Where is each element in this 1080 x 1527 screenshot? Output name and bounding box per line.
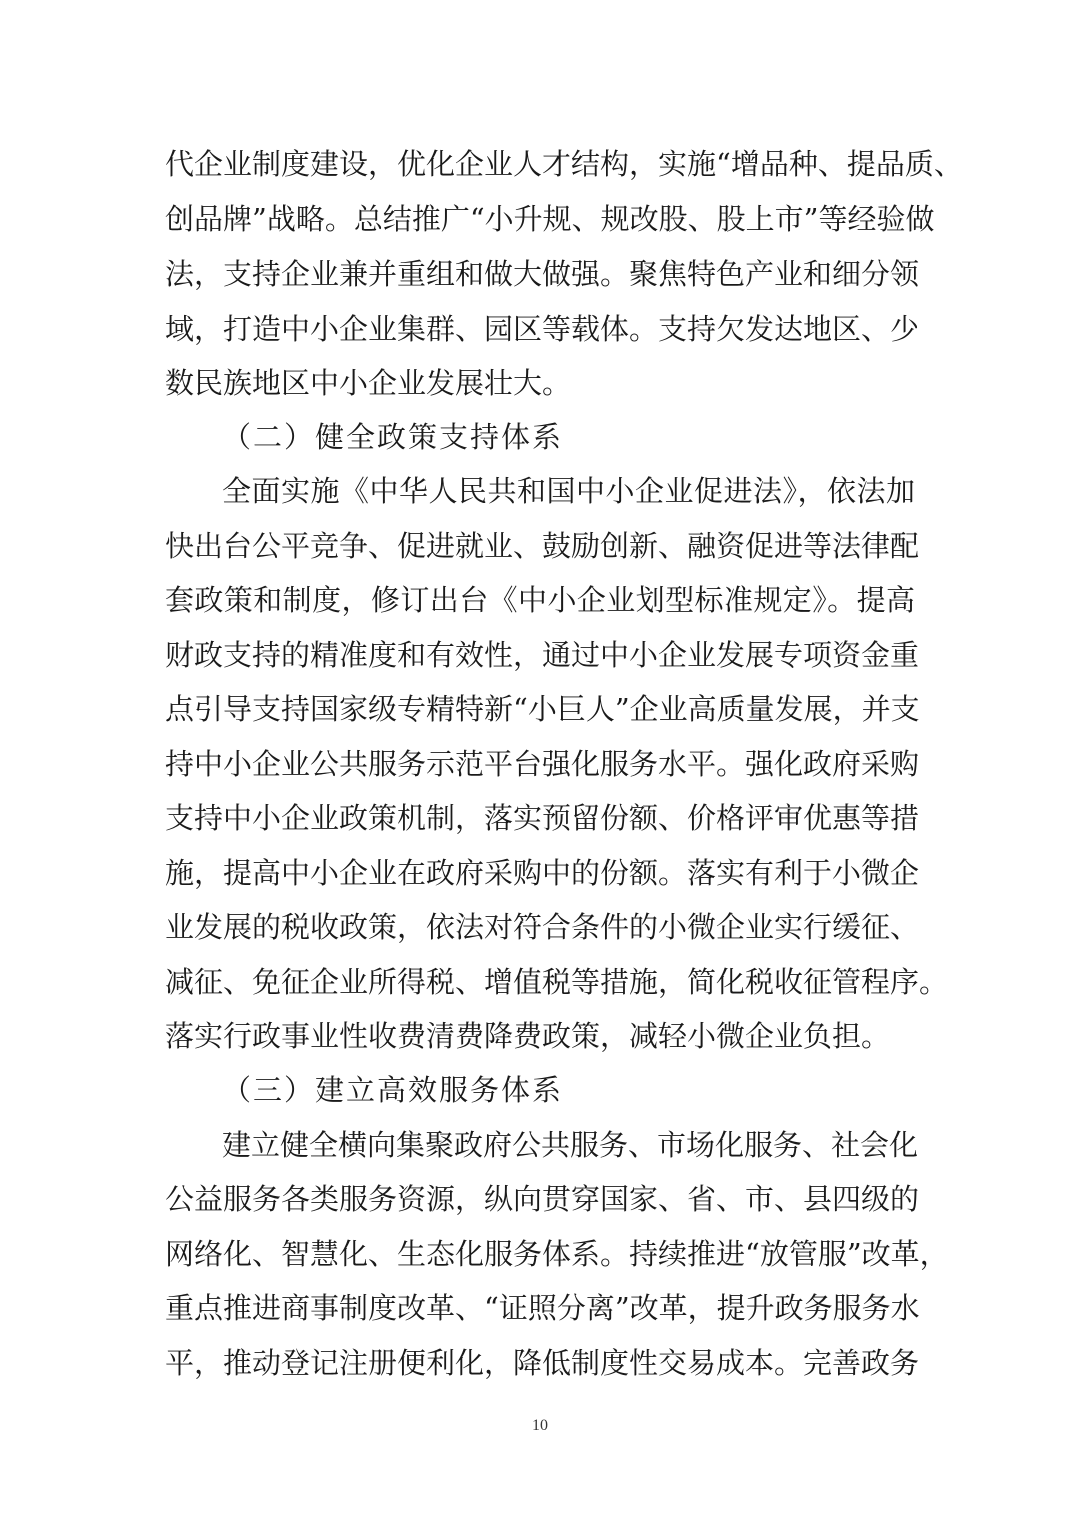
body-text-line: 全面实施《中华人民共和国中小企业促进法》，依法加 bbox=[222, 474, 915, 508]
body-text-line: 套政策和制度，修订出台《中小企业划型标准规定》。提高 bbox=[165, 583, 915, 617]
body-text-line: 业发展的税收政策，依法对符合条件的小微企业实行缓征、 bbox=[165, 910, 920, 944]
body-text-line: 减征、免征企业所得税、增值税等措施，简化税收征管程序。 bbox=[165, 965, 949, 999]
body-text-line: 代企业制度建设，优化企业人才结构，实施“增品种、提品质、 bbox=[165, 147, 963, 181]
body-text-line: 财政支持的精准度和有效性，通过中小企业发展专项资金重 bbox=[165, 638, 920, 672]
page-number: 10 bbox=[532, 1417, 548, 1434]
body-text-line: 网络化、智慧化、生态化服务体系。持续推进“放管服”改革， bbox=[165, 1237, 949, 1271]
body-text-line: 落实行政事业性收费清费降费政策，减轻小微企业负担。 bbox=[165, 1019, 891, 1053]
body-text-line: 点引导支持国家级专精特新“小巨人”企业高质量发展，并支 bbox=[165, 692, 920, 726]
body-text-line: 支持中小企业政策机制，落实预留份额、价格评审优惠等措 bbox=[165, 801, 920, 835]
body-text-line: 域，打造中小企业集群、园区等载体。支持欠发达地区、少 bbox=[165, 312, 920, 346]
body-text-line: 快出台公平竞争、促进就业、鼓励创新、融资促进等法律配 bbox=[165, 529, 920, 563]
body-text-line: 持中小企业公共服务示范平台强化服务水平。强化政府采购 bbox=[165, 747, 920, 781]
body-text-line: 创品牌”战略。总结推广“小升规、规改股、股上市”等经验做 bbox=[165, 202, 935, 236]
section-heading: （二）健全政策支持体系 bbox=[222, 420, 564, 454]
body-text-line: 平，推动登记注册便利化，降低制度性交易成本。完善政务 bbox=[165, 1346, 920, 1380]
section-heading: （三）建立高效服务体系 bbox=[222, 1073, 564, 1107]
body-text-line: 数民族地区中小企业发展壮大。 bbox=[165, 366, 572, 400]
body-text-line: 法，支持企业兼并重组和做大做强。聚焦特色产业和细分领 bbox=[165, 257, 920, 291]
body-text-line: 公益服务各类服务资源，纵向贯穿国家、省、市、县四级的 bbox=[165, 1182, 920, 1216]
body-text-line: 施，提高中小企业在政府采购中的份额。落实有利于小微企 bbox=[165, 856, 920, 890]
body-text-line: 建立健全横向集聚政府公共服务、市场化服务、社会化 bbox=[222, 1128, 919, 1162]
body-text-line: 重点推进商事制度改革、“证照分离”改革，提升政务服务水 bbox=[165, 1291, 920, 1325]
